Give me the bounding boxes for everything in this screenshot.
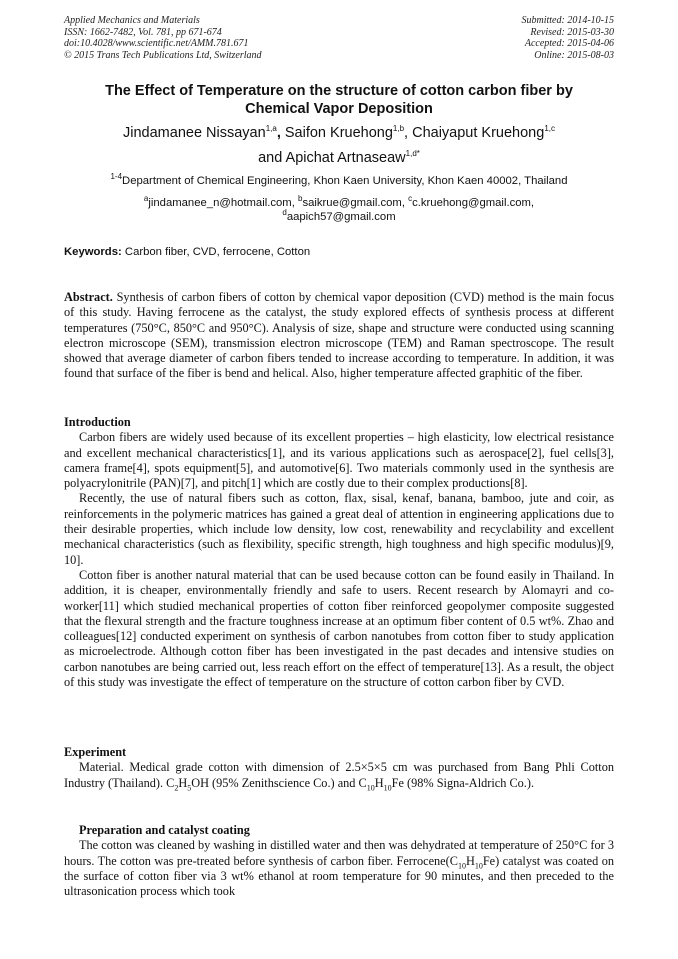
author-emails: [40, 194, 638, 224]
revised-date: Revised: 2015-03-30: [530, 26, 614, 38]
author-3: Chaiyaput Kruehong: [412, 125, 545, 141]
email-a-sup: a: [143, 194, 149, 204]
introduction-section: [64, 415, 614, 690]
paper-title: [40, 82, 638, 118]
email-b-sup: b: [298, 194, 303, 204]
title-line-1: The Effect of Temperature on the structure of cotton carbon fiber by: [105, 83, 573, 99]
email-b: saikrue@gmail.com,: [302, 197, 405, 209]
keywords-text: Carbon fiber, CVD, ferrocene, Cotton: [121, 246, 311, 258]
journal-name: Applied Mechanics and Materials: [64, 15, 200, 26]
email-d: aapich57@gmail.com: [286, 210, 396, 223]
email-d-sup: d: [282, 207, 287, 217]
author-2: Saifon Kruehong: [284, 125, 393, 141]
abstract-text: Synthesis of carbon fibers of cotton by chemical vapor deposition (CVD) method is the main focus of this study. Having ferrocene as the catalyst, the study explored effects of synthesis process at different temperatures (750°C, 850°C and 950°C). Analysis of size, shape and structure were conducted using scanning electron microscope (SEM), transmission electron microscope (TEM) and Raman spectroscope. The result showed that average diameter of carbon fibers tended to increase according to temperature. In addition, it was found that surface of the fiber is bend and helical. Also, higher temperature affected graphitic of the fiber.: [64, 290, 614, 381]
intro-paragraph-1: Carbon fibers are widely used because of its excellent properties – high elasticity, low electrical resistance and excellent mechanical characteristics[1], and its various applications such as aerospace[2], fuel cells[3], camera frame[4], spots equipment[5], and automotive[6]. Two materials commonly used in the synthesis are polyacrylonitrile (PAN)[7], and pitch[1] which are costly due to their complex productions[8].: [64, 430, 614, 491]
title-line-2: Chemical Vapor Deposition: [245, 101, 433, 117]
introduction-heading: Introduction: [64, 415, 131, 429]
abstract-label: Abstract.: [64, 290, 113, 304]
submitted-date: Submitted: 2014-10-15: [521, 15, 614, 26]
affiliation-sup: 1-4: [110, 172, 123, 182]
experiment-heading: Experiment: [64, 745, 127, 759]
author-3-sup: 1,c: [544, 124, 555, 134]
preparation-section: [64, 823, 614, 899]
author-1-sup: 1,a: [265, 124, 277, 134]
author-4-sup: 1,d*: [405, 149, 420, 159]
author-list: Jindamanee Nissayan$^{1,a}$, Saifon Kruehong$^{1,b}$, Chaiyaput Kruehong$^{1,c}$ and Apichat Artnaseaw$^{1,d*}$: [123, 124, 555, 166]
author-4: Apichat Artnaseaw: [285, 150, 406, 166]
affiliation-text: Department of Chemical Engineering, Khon Kaen University, Khon Kaen 40002, Thailand: [122, 175, 568, 187]
publication-dates: [522, 15, 615, 61]
abstract-section: [64, 290, 614, 382]
issn: ISSN: 1662-7482, Vol. 781, pp 671-674: [64, 26, 222, 38]
keywords: [64, 245, 614, 259]
affiliation: [20, 174, 658, 188]
email-a: jindamanee_n@hotmail.com,: [148, 197, 295, 209]
author-2-sup: 1,b: [392, 124, 405, 134]
experiment-section: [64, 745, 614, 791]
keywords-label: Keywords:: [64, 246, 122, 258]
accepted-date: Accepted: 2015-04-06: [524, 38, 614, 49]
author-1: Jindamanee Nissayan: [123, 125, 266, 141]
experiment-paragraph: Material. Medical grade cotton with dimension of 2.5×5×5 cm was purchased from Bang Phli Cotton Industry (Thailand). $C_2H_5OH$ (95% Zenithscience Co.) and $C_{10}H_{10}Fe$ (98% Signa-Aldrich Co.).: [64, 760, 614, 793]
doi: doi:10.4028/www.scientific.net/AMM.781.671: [64, 38, 249, 49]
email-c-sup: c: [408, 194, 413, 204]
author-4-prefix: and: [258, 150, 286, 166]
journal-info: [64, 15, 262, 61]
copyright: © 2015 Trans Tech Publications Ltd, Switzerland: [64, 49, 262, 61]
intro-paragraph-3: Cotton fiber is another natural material that can be used because cotton can be found easily in Thailand. In addition, it is cheaper, environmentally friendly and safe to users. Recent research by Alomayri and co-worker[11] which studied mechanical properties of cotton fiber reinforced geopolymer composite suggested that the flexural strength and the fracture toughness increase at an optimum fiber content of 0.5 wt%. Zhao and colleagues[12] conducted experiment on synthesis of carbon nanotubes from cotton fiber to study application as microelectrode. Although cotton fiber has been investigated in the past decades and intensive studies on carbon nanotubes are being carried out, less reach effort on the effect of temperature[13]. As a result, the object of this study was investigate the effect of temperature on the structure of cotton carbon fiber by CVD.: [64, 567, 614, 690]
online-date: Online: 2015-08-03: [534, 49, 614, 61]
intro-paragraph-2: Recently, the use of natural fibers such as cotton, flax, sisal, kenaf, banana, bamboo, jute and coir, as reinforcements in the polymeric matrices has gained a great deal of attention in engineering applications due to their desirable properties, which include low density, low cost, renewability and recyclability and excellent mechanical characteristics (such as flexibility, specific strength, high toughness and high specific modulus)[9, 10].: [64, 491, 614, 567]
preparation-heading: Preparation and catalyst coating: [79, 823, 250, 837]
preparation-paragraph: The cotton was cleaned by washing in distilled water and then was dehydrated at temperature of 250°C for 3 hours. The cotton was pre-treated before synthesis of carbon fiber. $Ferrocene(C_{10}H_{10}Fe)$ catalyst was coated on the surface of cotton fiber via 3 wt% ethanol at room temperature for 90 minutes, and then preceded to the ultrasonication process which took: [64, 838, 614, 899]
email-c: c.kruehong@gmail.com,: [412, 197, 535, 209]
